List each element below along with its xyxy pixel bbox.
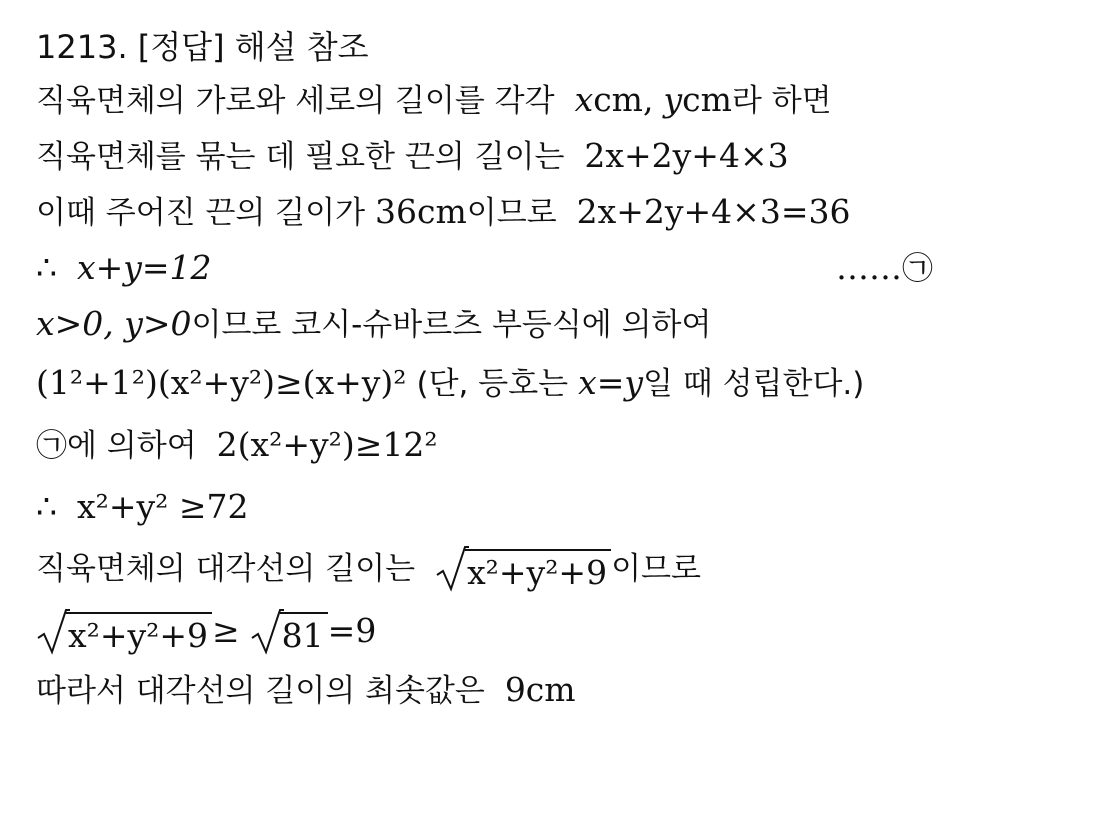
radical-sign-icon bbox=[36, 608, 70, 656]
var-y: y bbox=[663, 80, 683, 119]
line-1-text-2: 라 하면 bbox=[731, 83, 832, 119]
sum-equation: x+y=12 bbox=[77, 248, 212, 287]
substituted-inequality: 2(x²+y²)≥12² bbox=[216, 425, 438, 464]
radical-sign-icon bbox=[435, 545, 469, 593]
var-x: x bbox=[574, 80, 594, 119]
unit-cm-2: cm bbox=[682, 80, 732, 119]
line-1-text: 직육면체의 가로와 세로의 길이를 각각 bbox=[36, 83, 555, 119]
line-3 bbox=[36, 184, 1076, 240]
line-8 bbox=[36, 476, 1076, 538]
line-6 bbox=[36, 352, 1076, 414]
minimum-value: 9cm bbox=[504, 670, 576, 709]
result-9: =9 bbox=[327, 611, 377, 650]
diagonal-sqrt-2 bbox=[36, 608, 212, 656]
line-9 bbox=[36, 538, 1076, 600]
line-10 bbox=[36, 600, 1076, 662]
line-5 bbox=[36, 296, 1076, 352]
solution-title bbox=[36, 22, 1076, 72]
line-1 bbox=[36, 72, 1076, 128]
title-text: 1213. [정답] 해설 참조 bbox=[36, 28, 369, 66]
line-7-text: 에 의하여 bbox=[67, 428, 197, 464]
therefore-symbol: ∴ bbox=[36, 248, 57, 287]
line-2-text: 직육면체를 묶는 데 필요한 끈의 길이는 bbox=[36, 139, 565, 175]
therefore-symbol-2: ∴ bbox=[36, 487, 57, 526]
diagonal-sqrt bbox=[435, 545, 611, 593]
line-2 bbox=[36, 128, 1076, 184]
radical-sign-icon bbox=[250, 608, 284, 656]
line-4 bbox=[36, 240, 1076, 296]
squares-inequality: x²+y² ≥72 bbox=[77, 487, 249, 526]
diagonal-radicand-2: x²+y²+9 bbox=[66, 612, 212, 656]
line-5-text: 이므로 코시-슈바르츠 부등식에 의하여 bbox=[191, 307, 712, 343]
line-6-text-2: 일 때 성립한다.) bbox=[643, 366, 865, 402]
reference-marker: ㉠ bbox=[36, 428, 67, 464]
diagonal-radicand: x²+y²+9 bbox=[465, 549, 611, 593]
line-11-text: 따라서 대각선의 길이의 최솟값은 bbox=[36, 673, 485, 709]
radicand-81: 81 bbox=[280, 612, 328, 656]
line-9-text: 직육면체의 대각선의 길이는 bbox=[36, 551, 416, 587]
marker-label: ㉠ bbox=[902, 251, 933, 287]
line-7 bbox=[36, 414, 1076, 476]
length-equation: 2x+2y+4×3=36 bbox=[576, 192, 851, 231]
solution-document bbox=[36, 22, 1076, 718]
unit-cm-1: cm, bbox=[593, 80, 654, 119]
line-9-text-2: 이므로 bbox=[611, 551, 701, 587]
marker-dots: …… bbox=[836, 248, 902, 287]
equation-marker bbox=[836, 240, 933, 297]
rope-length-expr: 2x+2y+4×3 bbox=[584, 136, 789, 175]
cauchy-schwarz-inequality: (1²+1²)(x²+y²)≥(x+y)² bbox=[36, 363, 407, 402]
line-3-text-2: 이므로 bbox=[466, 195, 557, 231]
sqrt-81 bbox=[250, 608, 328, 656]
line-3-text: 이때 주어진 끈의 길이가 bbox=[36, 195, 366, 231]
ge-symbol: ≥ bbox=[212, 611, 240, 650]
equality-condition: x=y bbox=[578, 363, 643, 402]
positivity-condition: x>0, y>0 bbox=[36, 304, 192, 343]
line-6-text: (단, 등호는 bbox=[416, 366, 569, 402]
given-length: 36cm bbox=[375, 192, 467, 231]
line-11 bbox=[36, 662, 1076, 718]
